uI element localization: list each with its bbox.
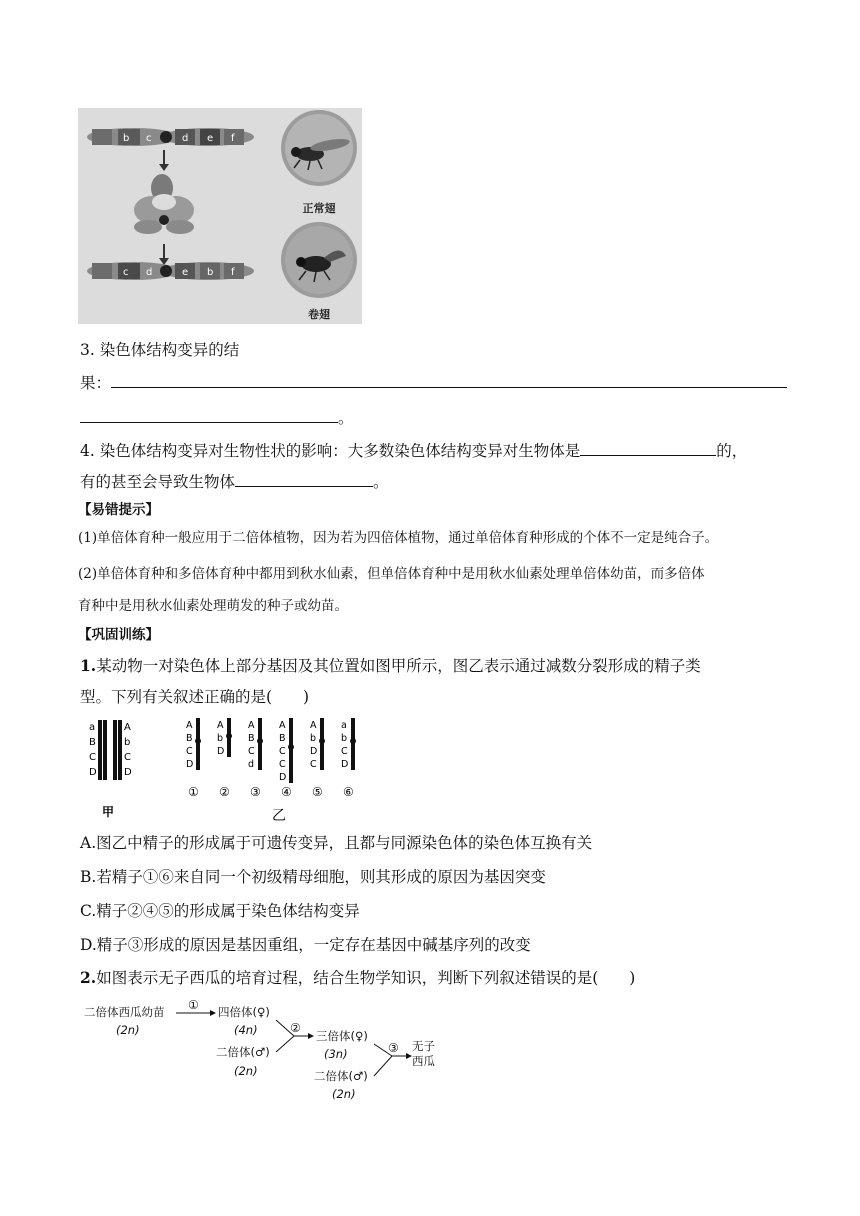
label-jia: 甲 [102, 805, 115, 819]
centromere [195, 738, 201, 744]
diploid-male2-ploidy: (2n) [332, 1087, 356, 1101]
step3-label: ③ [388, 1041, 399, 1055]
gene-label: D [341, 759, 349, 770]
tetraploid-label: 四倍体(♀) [218, 1005, 270, 1019]
gene-label: D [124, 767, 132, 778]
gene-label: a [89, 722, 96, 733]
centromere [350, 738, 356, 744]
step1-label: ① [188, 998, 199, 1012]
centromere [257, 738, 263, 744]
gene-label: C [279, 759, 286, 770]
diploid-male2-label: 二倍体(♂) [314, 1069, 368, 1083]
answer-blank [580, 438, 716, 456]
tips-heading: 【易错提示】 [78, 502, 159, 518]
gene-label: c [146, 133, 152, 144]
gene-label: A [124, 722, 131, 733]
tips-item2-line1: (2)单倍体育种和多倍体育种中都用到秋水仙素，但单倍体育种中是用秋水仙素处理单倍体幼苗，而多倍体 [78, 566, 705, 582]
gene-label: D [217, 746, 225, 757]
gene-label: A [248, 720, 255, 731]
tips-item2-line2: 育种中是用秋水仙素处理萌发的种子或幼苗。 [78, 598, 348, 614]
seedless-label-1: 无子 [412, 1039, 435, 1053]
gene-label: A [186, 720, 193, 731]
gene-label: A [279, 720, 286, 731]
tips-item1: (1)单倍体育种一般应用于二倍体植物，因为若为四倍体植物，通过单倍体育种形成的个体不一定是纯合子。 [78, 530, 719, 546]
fly-curly-wing-image [281, 222, 357, 298]
triploid-label: 三倍体(♀) [316, 1029, 368, 1043]
sperm-number: ③ [250, 785, 261, 799]
answer-blank [235, 469, 373, 487]
diploid-seedling-ploidy: (2n) [116, 1023, 140, 1037]
gene-label: d [248, 759, 255, 770]
sperm-number: ⑥ [343, 785, 354, 799]
q1-number: 1. [80, 656, 97, 675]
section4-text: 有的甚至会导致生物体 [80, 473, 236, 491]
diploid-male1-ploidy: (2n) [234, 1064, 258, 1078]
label-normal-wing: 正常翅 [302, 202, 336, 215]
answer-blank [111, 370, 787, 388]
period: 。 [338, 409, 354, 427]
gene-label: d [146, 267, 153, 278]
q2-text: 如图表示无子西瓜的培育过程，结合生物学知识，判断下列叙述错误的是( ) [96, 969, 636, 987]
gene-label: e [207, 133, 214, 144]
gene-label: f [231, 133, 235, 144]
gene-label: b [217, 733, 224, 744]
triploid-ploidy: (3n) [324, 1047, 348, 1061]
centromere [319, 738, 325, 744]
diploid-seedling-label: 二倍体西瓜幼苗 [84, 1005, 165, 1019]
q1-option-c[interactable]: C.精子②④⑤的形成属于染色体结构变异 [80, 902, 360, 920]
sperm-number: ⑤ [312, 785, 323, 799]
q2-number: 2. [80, 968, 97, 987]
q2-line [80, 967, 635, 989]
section4-line1 [80, 438, 747, 462]
gene-label: D [89, 767, 97, 778]
sperm-number: ② [219, 785, 230, 799]
centromere [226, 733, 232, 739]
chromosome-jia [98, 720, 122, 780]
gene-label: C [310, 759, 317, 770]
gene-label: C [279, 746, 286, 757]
step2-label: ② [290, 1021, 301, 1035]
section4-text: 。 [373, 473, 389, 491]
gene-label: C [248, 746, 255, 757]
q1-line2: 型。下列有关叙述正确的是( ) [80, 688, 310, 706]
watermelon-breeding-diagram [82, 998, 462, 1110]
centromere [288, 744, 294, 750]
q1-figure [80, 712, 370, 824]
section3-line1: 3. 染色体结构变异的结 [80, 341, 240, 359]
gene-label: D [279, 772, 287, 783]
gene-label: a [341, 720, 347, 731]
q1-line1 [80, 655, 701, 677]
gene-label: B [248, 733, 255, 744]
gene-label: A [310, 720, 317, 731]
answer-blank [80, 405, 338, 423]
seedless-label-2: 西瓜 [412, 1054, 435, 1068]
gene-label: b [341, 733, 348, 744]
gene-label: C [186, 746, 193, 757]
practice-heading: 【巩固训练】 [78, 627, 159, 643]
inversion-figure [78, 108, 362, 324]
gene-label: b [310, 733, 317, 744]
label-curly-wing: 卷翅 [308, 308, 330, 321]
sperm-chromosome [289, 718, 293, 783]
gene-label: B [279, 733, 286, 744]
q1-option-a[interactable]: A.图乙中精子的形成属于可遗传变异，且都与同源染色体的染色体互换有关 [80, 834, 593, 852]
section3-line3 [80, 405, 354, 429]
gene-label: d [182, 133, 189, 144]
gene-label: f [231, 267, 235, 278]
label-yi: 乙 [272, 808, 286, 824]
section4-text: 的， [716, 442, 748, 460]
section3-line2 [80, 370, 787, 394]
section4-line2 [80, 469, 389, 493]
gene-label: C [341, 746, 348, 757]
gene-label: c [123, 267, 129, 278]
q1-option-b[interactable]: B.若精子①⑥来自同一个初级精母细胞，则其形成的原因为基因突变 [80, 868, 546, 886]
sperm-number: ① [188, 785, 199, 799]
gene-label: C [89, 752, 96, 763]
tetraploid-ploidy: (4n) [234, 1023, 258, 1037]
gene-label: b [124, 737, 131, 748]
gene-label: D [310, 746, 318, 757]
diploid-male1-label: 二倍体(♂) [216, 1045, 270, 1059]
gene-label: b [207, 267, 214, 278]
gene-label: e [182, 267, 189, 278]
section3-prefix: 果： [80, 374, 112, 392]
fly-normal-wing-image [281, 110, 357, 186]
q1-text: 某动物一对染色体上部分基因及其位置如图甲所示，图乙表示通过减数分裂形成的精子类 [96, 657, 701, 675]
gene-label: B [89, 737, 96, 748]
gene-label: D [186, 759, 194, 770]
sperm-number: ④ [281, 785, 292, 799]
gene-label: B [186, 733, 193, 744]
gene-label: C [124, 752, 131, 763]
section4-text: 4. 染色体结构变异对生物性状的影响：大多数染色体结构变异对生物体是 [80, 442, 581, 460]
gene-label: A [217, 720, 224, 731]
gene-label: b [123, 133, 130, 144]
q1-option-d[interactable]: D.精子③形成的原因是基因重组，一定存在基因中碱基序列的改变 [80, 936, 531, 954]
